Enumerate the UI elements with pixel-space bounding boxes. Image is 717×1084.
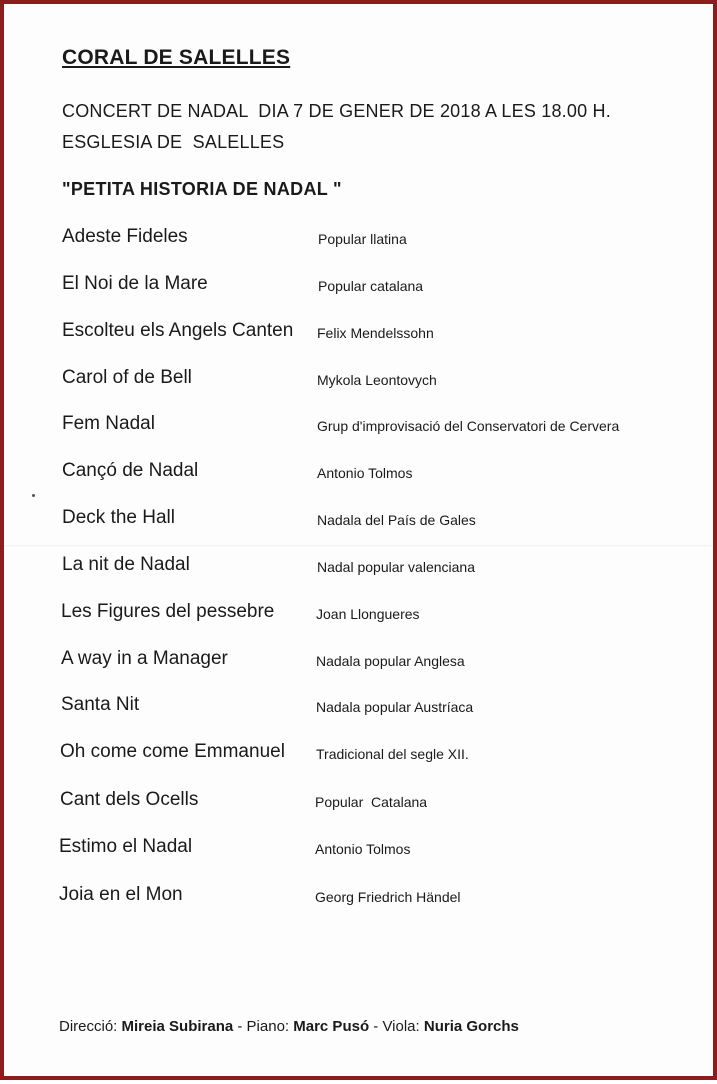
song-author: Grup d'improvisació del Conservatori de Cervera	[317, 418, 620, 434]
song-row	[4, 836, 717, 866]
director-name: Mireia Subirana	[121, 1018, 234, 1035]
song-author: Popular llatina	[318, 231, 407, 247]
song-title: El Noi de la Mare	[62, 273, 208, 294]
song-title: Les Figures del pessebre	[61, 601, 275, 622]
song-title: Adeste Fideles	[62, 226, 188, 247]
direction-label: Direcció:	[59, 1018, 122, 1035]
violist-name: Nuria Gorchs	[423, 1018, 519, 1035]
choir-title: CORAL DE SALELLES	[62, 46, 291, 69]
song-row	[4, 601, 717, 631]
concert-line: CONCERT DE NADAL DIA 7 DE GENER DE 2018 A LES 18.00 H.	[62, 101, 611, 121]
song-author: Georg Friedrich Händel	[315, 889, 461, 905]
song-author: Nadala popular Austríaca	[316, 699, 474, 715]
song-title: Cant dels Ocells	[60, 789, 199, 810]
song-author: Nadala del País de Gales	[317, 512, 476, 528]
song-row	[4, 741, 717, 771]
song-row	[4, 367, 717, 397]
song-title: Joia en el Mon	[59, 884, 183, 905]
song-row	[4, 648, 717, 678]
pianist-name: Marc Pusó	[293, 1018, 370, 1035]
song-author: Mykola Leontovych	[317, 372, 437, 388]
song-author: Antonio Tolmos	[317, 465, 413, 481]
song-title: A way in a Manager	[61, 648, 228, 669]
program-title: "PETITA HISTORIA DE NADAL "	[62, 179, 342, 199]
song-title: Fem Nadal	[62, 413, 155, 434]
song-row	[4, 789, 717, 819]
credits-line	[59, 1018, 519, 1035]
venue-line: ESGLESIA DE SALELLES	[62, 132, 285, 152]
song-row	[4, 507, 717, 537]
song-author: Joan Llongueres	[316, 606, 420, 622]
song-author: Nadala popular Anglesa	[316, 653, 465, 669]
song-title: Deck the Hall	[62, 507, 175, 528]
song-row	[4, 226, 717, 256]
song-title: Cançó de Nadal	[62, 460, 199, 481]
song-title: Estimo el Nadal	[59, 836, 193, 857]
song-row	[4, 413, 717, 443]
song-row	[4, 694, 717, 724]
song-row	[4, 273, 717, 303]
song-row	[4, 460, 717, 490]
song-author: Tradicional del segle XII.	[316, 746, 469, 762]
song-title: Santa Nit	[61, 694, 140, 715]
song-author: Felix Mendelssohn	[317, 325, 434, 341]
song-row	[4, 320, 717, 350]
song-title: Carol of de Bell	[62, 367, 192, 388]
song-title: Escolteu els Angels Canten	[62, 320, 294, 341]
piano-label: - Piano:	[233, 1018, 294, 1035]
song-row	[4, 884, 717, 914]
viola-label: - Viola:	[369, 1018, 424, 1035]
song-title: La nit de Nadal	[62, 554, 190, 575]
song-author: Popular catalana	[318, 278, 424, 294]
song-author: Nadal popular valenciana	[317, 559, 475, 575]
song-author: Popular Catalana	[315, 794, 428, 810]
song-list	[4, 4, 717, 1084]
song-title: Oh come come Emmanuel	[60, 741, 285, 762]
song-row	[4, 554, 717, 584]
song-author: Antonio Tolmos	[315, 841, 411, 857]
